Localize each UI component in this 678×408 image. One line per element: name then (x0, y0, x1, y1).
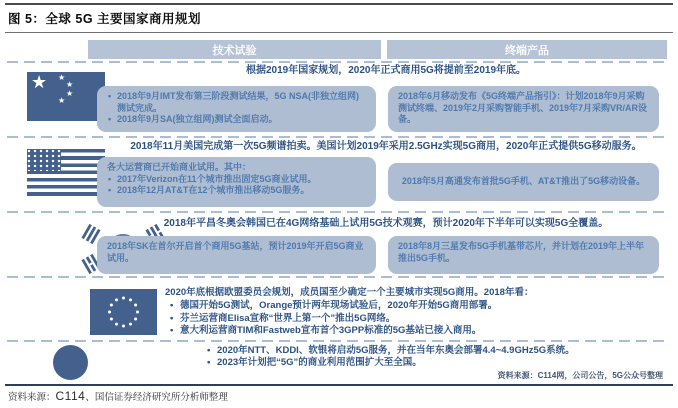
china-trial-box (97, 86, 376, 132)
usa-flag-canton (27, 149, 61, 171)
figure-title: 图 5：全球 5G 主要国家商用规划 (8, 12, 202, 26)
star-icon: ★ (66, 80, 74, 89)
china-headline: 根据2019年国家规划，2020年正式商用5G将提前至2019年底。 (245, 65, 527, 76)
eu-flag-icon (90, 289, 157, 335)
bullet-item: • 2023年计划把“5G”的商业利用范围扩大至全国。 (205, 357, 665, 369)
column-header-terminals: 终端产品 (387, 40, 667, 59)
top-divider (5, 3, 673, 5)
bullet-item: • 芬兰运营商Elisa宣称“世界上第一个”推出5G网络。 (168, 313, 668, 326)
star-icon: ★ (66, 89, 74, 98)
footer-source-label: 资料来源： (8, 392, 56, 403)
footer-source (8, 389, 228, 403)
footer-source-rest: 、国信证券经济研究所分析师整理 (85, 392, 228, 403)
title-divider (5, 32, 673, 33)
bullet-item: • 2017年Verizon在11个城市推出固定5G商业试用。 (107, 174, 366, 186)
bullet-item: • 2018年12月AT&T在12个城市推出移动5G服务。 (107, 185, 366, 197)
star-icon: ★ (31, 72, 48, 92)
star-icon: ★ (58, 73, 66, 82)
japan-bullet-list (205, 345, 665, 369)
bullet-item: • 2018年9月SA(独立组网)测试全面启动。 (107, 114, 366, 126)
figure-source-note: 资料来源：C114网，公司公告，5G公众号整理 (497, 371, 663, 380)
usa-terminal-box: 2018年5月高通发布首批5G手机、AT&T推出了5G移动设备。 (388, 163, 659, 201)
japan-flag-icon (53, 345, 88, 380)
korea-headline: 2018年平昌冬奥会韩国已在4G网络基础上试用5G技术观赛，预计2020年下半年可以实现5G全覆盖。 (163, 218, 609, 229)
column-header-trials: 技术试验 (88, 40, 381, 59)
usa-flag-icon (27, 149, 105, 196)
dashed-divider (7, 136, 667, 138)
eu-bullet-list (168, 300, 668, 338)
dashed-divider (7, 276, 667, 278)
dashed-divider (7, 61, 667, 63)
china-flag-icon (27, 72, 105, 121)
usa-headline: 2018年11月美国完成第一次5G频谱拍卖。美国计划2019年采用2.5GHz实现5G商用，2020年正式提供5G移动服务。 (130, 141, 642, 152)
star-icon: ★ (58, 96, 66, 105)
usa-trial-intro: 各大运营商已开始商业试用。其中： (107, 162, 252, 172)
dashed-divider (7, 340, 667, 342)
bullet-item: • 意大利运营商TIM和Fastweb宣布首个3GPP标准的5G基站已接入商用。 (168, 325, 668, 338)
dashed-divider (7, 211, 667, 213)
korea-trial-box: 2018年SK在首尔开启首个商用5G基站，预计2019年开启5G商业试用。 (97, 236, 376, 274)
bullet-item: • 2020年NTT、KDDI、软银将启动5G服务，并在当年东奥会部署4.4~4.9GHz5G系统。 (205, 345, 665, 357)
eu-headline: 2020年底根据欧盟委员会规划，成员国至少确定一个主要城市实现5G商用。2018年看： (165, 287, 534, 298)
china-terminal-box: 2018年6月移动发布《5G终端产品指引》：计划2018年9月采购测试终端、2019年2月采购智能手机、2019年7月采购VR/AR设备。 (388, 86, 659, 132)
footer-source-main: C114 (55, 389, 86, 403)
bullet-item: • 德国开始5G测试，Orange预计两年现场试验后，2020年开始5G商用部署。 (168, 300, 668, 313)
bullet-item: • 2018年9月IMT发布第三阶段测试结果，5G NSA(非独立组网)测试完成。 (107, 91, 366, 114)
korea-terminal-box: 2018年8月三星发布5G手机基带芯片，并计划在2019年上半年推出5G手机。 (388, 236, 659, 274)
bottom-divider (5, 384, 673, 386)
usa-trial-box (97, 157, 376, 207)
